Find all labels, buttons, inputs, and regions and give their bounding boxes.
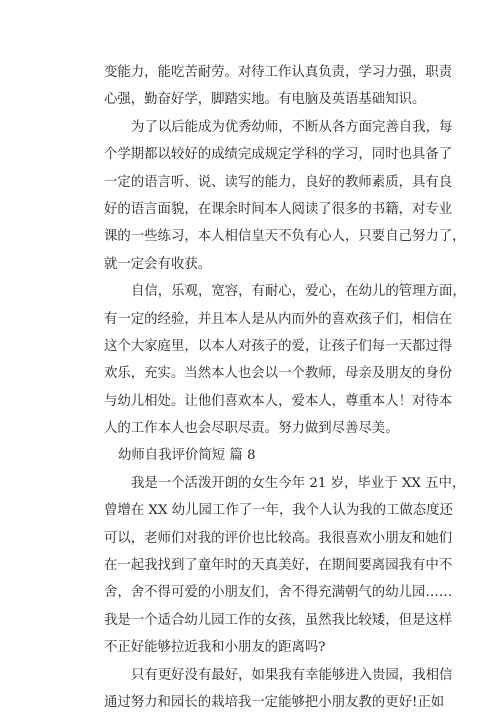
text-line: 个学期都以较好的成绩完成规定学科的学习，同时也具备了 — [104, 147, 453, 163]
text-line: 一定的语言听、说、读写的能力，良好的教师素质，具有良 — [104, 174, 453, 190]
section-heading: 幼师自我评价简短 篇 8 — [118, 448, 256, 464]
text-line: 在一起我找到了童年时的天真美好，在期间要离园我有中不 — [104, 558, 453, 574]
text-line: 有一定的经验，并且本人是从内而外的喜欢孩子们，相信在 — [104, 311, 453, 327]
document-body — [104, 59, 466, 716]
text-line: 心强，勤奋好学，脚踏实地。有电脑及英语基础知识。 — [104, 92, 426, 108]
text-line: 欢乐，充实。当然本人也会以一个教师，母亲及朋友的身份 — [104, 366, 453, 382]
text-line: 不正好能够拉近我和小朋友的距离吗? — [104, 640, 326, 656]
text-line: 变能力，能吃苦耐劳。对待工作认真负责，学习力强，职责 — [104, 65, 453, 80]
text-line: 通过努力和园长的栽培我一定能够把小朋友教的更好!正如 — [104, 694, 445, 710]
text-line: 与幼儿相处。让他们喜欢本人，爱本人，尊重本人！对待本 — [104, 393, 453, 409]
text-line: 这个大家庭里，以本人对孩子的爱，让孩子们每一天都过得 — [104, 338, 453, 354]
text-line: 曾增在 XX 幼儿园工作了一年，我个人认为我的工做态度还 — [104, 503, 453, 519]
text-line: 自信，乐观，宽容，有耐心，爱心，在幼儿的管理方面， — [131, 284, 466, 300]
text-line: 可以，老师们对我的评价也比较高。我很喜欢小朋友和她们 — [104, 530, 453, 546]
text-line: 人的工作本人也会尽职尽责。努力做到尽善尽美。 — [104, 421, 399, 437]
text-line: 就一定会有收获。 — [104, 256, 212, 272]
text-line: 好的语言面貌，在课余时间本人阅读了很多的书籍，对专业 — [104, 201, 453, 217]
text-line: 舍，舍不得可爱的小朋友们，舍不得充满朝气的幼儿园…… — [104, 585, 453, 601]
text-line: 我是一个适合幼儿园工作的女孩，虽然我比较矮，但是这样 — [104, 612, 453, 628]
text-line: 为了以后能成为优秀幼师，不断从各方面完善自我，每 — [131, 119, 453, 135]
text-line: 我是一个活泼开朗的女生今年 21 岁，毕业于 XX 五中， — [131, 475, 466, 491]
text-line: 课的一些练习，本人相信皇天不负有心人，只要自己努力了， — [104, 229, 466, 245]
text-line: 只有更好没有最好，如果我有幸能够进入贵园，我相信 — [131, 667, 453, 683]
